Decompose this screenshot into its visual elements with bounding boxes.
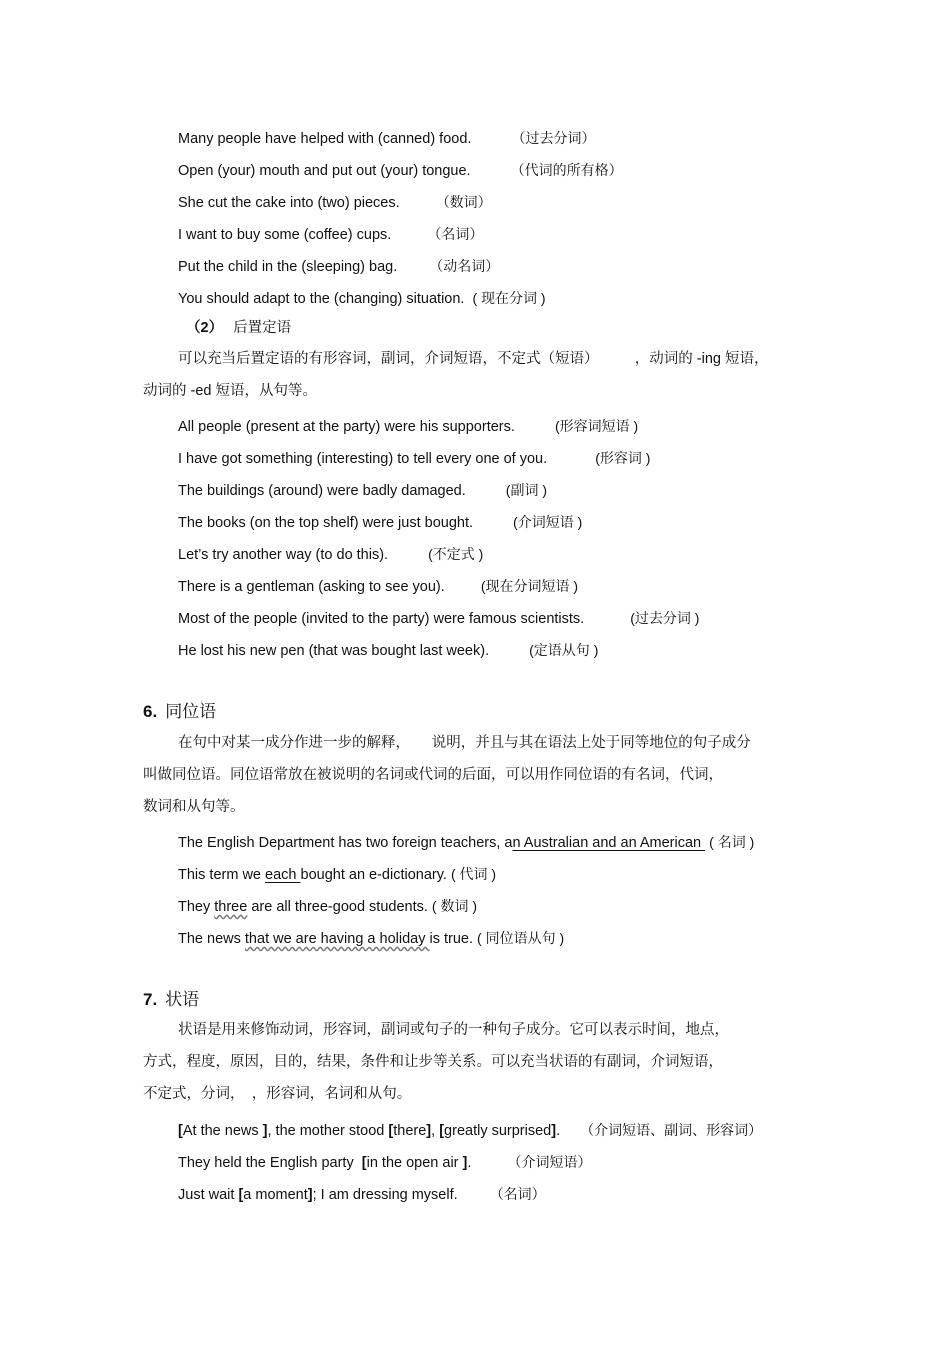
paragraph-line: 叫做同位语。同位语常放在被说明的名词或代词的后面，可以用作同位语的有名词，代词，	[143, 767, 723, 783]
subsection-title: 后置定语	[233, 320, 292, 336]
example-note: （过去分词）	[511, 130, 596, 146]
example-note: （介词短语、副词、形容词）	[580, 1122, 763, 1138]
adverbial-phrase: there	[393, 1123, 427, 1139]
appositive-underline: three	[214, 899, 248, 915]
example-text: Let’s try another way (to do this).	[178, 547, 389, 563]
subsection-heading	[186, 318, 291, 338]
example-line	[178, 160, 623, 181]
example-note: (介词短语 )	[513, 514, 583, 530]
appositive-underline: that we are having a holiday	[244, 931, 430, 947]
example-text: The books (on the top shelf) were just bought.	[178, 515, 474, 531]
section-title: 同位语	[165, 702, 217, 721]
example-line	[178, 192, 492, 213]
section-number: 7.	[143, 990, 158, 1009]
appositive-underline: each	[265, 867, 301, 883]
example-text: The English Department has two foreign teachers, a	[178, 835, 513, 851]
example-line	[178, 288, 546, 309]
example-text: ,	[431, 1123, 440, 1139]
example-line	[178, 576, 578, 597]
appositive-underline: n Australian and an American	[512, 835, 706, 851]
paragraph-line: 动词的 -ed 短语，从句等。	[143, 383, 318, 399]
paragraph	[143, 1014, 803, 1110]
example-note: (形容词 )	[595, 450, 651, 466]
example-line: [At the news ], the mother stood [there], [greatly surprised]. （介词短语、副词、形容词）	[178, 1122, 763, 1139]
example-text: This term we	[178, 867, 266, 883]
example-line	[178, 448, 650, 469]
example-line	[178, 256, 499, 277]
paragraph-line: 可以充当后置定语的有形容词，副词，介词短语，不定式（短语） ，动词的 -ing 短语，	[178, 351, 769, 367]
example-line	[178, 416, 638, 437]
section-heading	[143, 701, 216, 723]
example-note: (过去分词 )	[630, 610, 700, 626]
example-text: All people (present at the party) were his supporters.	[178, 419, 515, 435]
example-text: He lost his new pen (that was bought last week).	[178, 643, 490, 659]
example-text: They	[178, 899, 215, 915]
example-line	[178, 512, 582, 533]
example-text: You should adapt to the (changing) situation.	[178, 291, 465, 307]
example-text: Most of the people (invited to the party) were famous scientists.	[178, 611, 585, 627]
example-note: （动名词）	[429, 258, 500, 274]
example-note: (副词 )	[505, 482, 548, 498]
example-text: There is a gentleman (asking to see you).	[178, 579, 445, 595]
example-text: ; I am dressing myself.	[312, 1187, 458, 1203]
example-line	[178, 832, 754, 853]
paragraph-line: 不定式，分词， ，形容词，名词和从句。	[143, 1086, 412, 1102]
example-line	[178, 224, 483, 245]
example-text: Put the child in the (sleeping) bag.	[178, 259, 398, 275]
example-note: ( 名词 )	[709, 834, 755, 850]
example-line	[178, 608, 699, 629]
example-note: (不定式 )	[428, 546, 484, 562]
example-note: （名词）	[489, 1186, 546, 1202]
example-text: I want to buy some (coffee) cups.	[178, 227, 392, 243]
example-text: Many people have helped with (canned) food.	[178, 131, 472, 147]
example-text: is true.	[429, 931, 478, 947]
example-text: I have got something (interesting) to tell every one of you.	[178, 451, 548, 467]
paragraph	[143, 727, 803, 823]
example-note: (形容词短语 )	[554, 418, 639, 434]
paragraph-line: 方式，程度，原因，目的，结果，条件和让步等关系。可以充当状语的有副词，介词短语，	[143, 1054, 723, 1070]
example-text: The news	[178, 931, 245, 947]
example-line	[178, 640, 598, 661]
example-line: Just wait [a moment]; I am dressing myself. （名词）	[178, 1186, 546, 1203]
example-note: （介词短语）	[507, 1154, 592, 1170]
example-text: Just wait	[178, 1187, 239, 1203]
example-line: They held the English party [in the open air ]. （介词短语）	[178, 1154, 592, 1171]
example-line	[178, 928, 564, 949]
example-line	[178, 896, 477, 917]
example-text: They held the English party	[178, 1155, 358, 1171]
example-note: （数词）	[435, 194, 492, 210]
example-text: are all three-good students.	[247, 899, 432, 915]
example-note: （代词的所有格）	[510, 162, 623, 178]
example-text: , the mother stood	[267, 1123, 389, 1139]
example-line	[178, 480, 547, 501]
example-line	[178, 128, 595, 149]
example-note: ( 现在分词 )	[472, 290, 546, 306]
section-heading	[143, 989, 199, 1011]
example-text: The buildings (around) were badly damaged.	[178, 483, 466, 499]
paragraph-line: 数词和从句等。	[143, 799, 245, 815]
adverbial-phrase: At the news	[182, 1123, 263, 1139]
section-title: 状语	[165, 990, 200, 1009]
paragraph-line: 状语是用来修饰动词，形容词，副词或句子的一种句子成分。它可以表示时间，地点，	[178, 1022, 729, 1038]
example-line	[178, 864, 496, 885]
section-number: 6.	[143, 702, 158, 721]
example-note: （名词）	[427, 226, 484, 242]
example-text: Open (your) mouth and put out (your) tongue.	[178, 163, 471, 179]
example-note: (现在分词短语 )	[480, 578, 579, 594]
example-note: (定语从句 )	[529, 642, 599, 658]
paragraph	[143, 343, 803, 407]
example-text: .	[467, 1155, 472, 1171]
adverbial-phrase: a moment	[243, 1187, 308, 1203]
adverbial-phrase: greatly surprised	[444, 1123, 552, 1139]
example-text: .	[556, 1123, 561, 1139]
subsection-number: （2）	[186, 320, 224, 336]
example-note: ( 数词 )	[431, 898, 478, 914]
example-note: ( 代词 )	[450, 866, 497, 882]
example-text: She cut the cake into (two) pieces.	[178, 195, 400, 211]
example-line	[178, 544, 483, 565]
example-text: bought an e-dictionary.	[300, 867, 451, 883]
adverbial-phrase: in the open air	[366, 1155, 463, 1171]
paragraph-line: 在句中对某一成分作进一步的解释， 说明，并且与其在语法上处于同等地位的句子成分	[178, 735, 751, 751]
example-note: ( 同位语从句 )	[477, 930, 565, 946]
